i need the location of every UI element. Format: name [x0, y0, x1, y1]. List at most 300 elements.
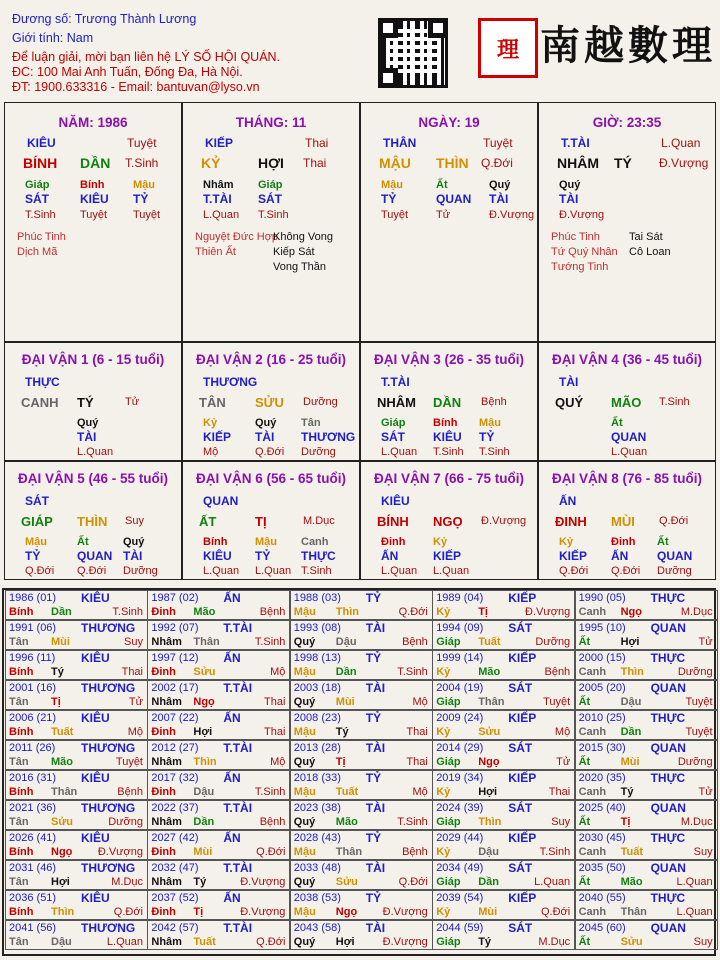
daivan-can: CANH: [21, 395, 59, 410]
hidden-stage: Dưỡng: [301, 446, 336, 458]
year-label: 2033 (48): [293, 862, 341, 874]
year-label: 2005 (20): [578, 682, 626, 694]
year-label: 2008 (23): [293, 712, 341, 724]
year-can: Quý: [293, 936, 316, 948]
year-cell: [290, 740, 433, 770]
pillar-chi: TÝ: [614, 155, 632, 171]
year-can: Kỷ: [436, 666, 451, 678]
year-stage: Thai: [263, 696, 286, 708]
year-label: 2011 (26): [9, 742, 56, 754]
year-cell: [5, 590, 148, 620]
year-stage: Thai: [548, 786, 571, 798]
year-can: Mậu: [293, 666, 316, 678]
year-can: Bính: [9, 906, 34, 918]
year-stage: T.Sinh: [112, 606, 143, 618]
year-star: THỰC: [650, 891, 686, 905]
year-star: KIẾP: [508, 891, 537, 905]
year-chi: Dậu: [335, 636, 357, 648]
year-chi: Mùi: [478, 906, 498, 918]
year-can: Canh: [578, 726, 607, 738]
year-can: Ất: [578, 936, 591, 948]
year-stage: Bệnh: [259, 816, 286, 828]
daivan-cell: [538, 461, 716, 580]
hidden-stage: L.Quan: [433, 565, 470, 577]
year-cell: [147, 800, 290, 830]
year-star: T.TÀI: [223, 861, 253, 875]
year-cell: [147, 710, 290, 740]
year-can: Nhâm: [151, 636, 182, 648]
annual-table: [2, 588, 716, 956]
shensha-star: Tướng Tinh: [551, 261, 609, 273]
year-can: Đinh: [151, 786, 176, 798]
year-can: Bính: [9, 726, 34, 738]
year-stage: Suy: [693, 846, 713, 858]
year-stage: Đ.Vượng: [525, 606, 571, 618]
pillar-chi: DẦN: [80, 155, 111, 171]
year-label: 2006 (21): [9, 712, 57, 724]
year-stage: Thai: [406, 726, 428, 738]
year-star: KIẾP: [508, 771, 537, 785]
year-stage: Suy: [693, 936, 713, 948]
hidden-star: ẤN: [611, 549, 629, 563]
hidden-star: SÁT: [25, 192, 49, 206]
year-label: 2028 (43): [293, 832, 341, 844]
hidden-can: Đinh: [611, 536, 636, 548]
year-stage: Suy: [124, 636, 143, 648]
shensha-star: Thiên Ất: [195, 246, 236, 258]
hidden-star: T.TÀI: [203, 192, 232, 206]
year-can: Giáp: [436, 816, 461, 828]
year-cell: [5, 920, 148, 950]
year-star: TÀI: [365, 921, 386, 935]
year-label: 2010 (25): [578, 712, 626, 724]
daivan-stage: Dưỡng: [303, 396, 338, 408]
hidden-can: Quý: [77, 417, 99, 429]
year-chi: Tý: [51, 666, 64, 678]
year-label: 2013 (28): [293, 742, 341, 754]
year-label: 2007 (22): [151, 712, 199, 724]
year-chi: Thìn: [51, 906, 75, 918]
year-chi: Mùi: [51, 636, 70, 648]
year-cell: [290, 800, 433, 830]
year-stage: Q.Đới: [398, 606, 428, 618]
year-chi: Tuất: [478, 636, 501, 648]
year-star: QUAN: [650, 681, 686, 695]
year-stage: T.Sinh: [254, 786, 286, 798]
daivan-top-star: THỰC: [25, 375, 60, 389]
year-cell: [575, 680, 718, 710]
year-can: Đinh: [151, 606, 176, 618]
year-label: 2016 (31): [9, 772, 57, 784]
year-can: Nhâm: [151, 696, 182, 708]
hidden-can: Bính: [80, 179, 105, 191]
shensha-star: Kiếp Sát: [273, 246, 315, 258]
year-cell: [432, 680, 575, 710]
year-chi: Mùi: [620, 756, 640, 768]
year-cell: [290, 680, 433, 710]
year-star: KIÊU: [81, 771, 110, 785]
year-stage: Đ.Vượng: [97, 846, 143, 858]
shensha-star: Cô Loan: [629, 246, 671, 258]
year-can: Bính: [9, 846, 34, 858]
year-chi: Hợi: [478, 786, 498, 798]
address: ĐC: 100 Mai Anh Tuấn, Đống Đa, Hà Nội.: [12, 65, 243, 79]
year-cell: [147, 890, 290, 920]
year-can: Bính: [9, 606, 34, 618]
year-can: Canh: [578, 906, 607, 918]
pillar-top-stage: Tuyệt: [127, 136, 157, 150]
qr-code: [378, 18, 448, 88]
hidden-stage: T.Sinh: [258, 209, 289, 221]
year-stage: Suy: [551, 816, 571, 828]
year-chi: Tuất: [335, 786, 359, 798]
daivan-stage: Đ.Vượng: [481, 515, 527, 527]
hidden-star: KIÊU: [203, 549, 232, 563]
year-star: T.TÀI: [223, 921, 253, 935]
year-can: Kỷ: [436, 906, 451, 918]
shensha-star: Phúc Tinh: [17, 231, 66, 243]
year-label: 2034 (49): [436, 862, 484, 874]
year-star: KIẾP: [508, 651, 537, 665]
year-can: Nhâm: [151, 936, 182, 948]
year-chi: Sửu: [193, 666, 216, 678]
year-can: Kỷ: [436, 606, 451, 618]
year-can: Canh: [578, 606, 607, 618]
year-stage: Tử: [128, 696, 143, 708]
hidden-star: TÀI: [255, 430, 275, 444]
year-label: 2031 (46): [9, 862, 57, 874]
year-chi: Dậu: [478, 846, 499, 858]
year-star: ẤN: [223, 591, 241, 605]
year-label: 2001 (16): [9, 682, 57, 694]
pillar-chi-stage: Q.Đới: [481, 156, 513, 170]
year-chi: Ngọ: [335, 906, 358, 918]
daivan-top-star: TÀI: [559, 375, 579, 389]
year-can: Mậu: [293, 606, 316, 618]
daivan-stage: Q.Đới: [659, 515, 689, 527]
year-chi: Mùi: [193, 846, 213, 858]
daivan-can: QUÝ: [555, 395, 584, 410]
year-cell: [575, 590, 718, 620]
hidden-star: TÀI: [77, 430, 97, 444]
year-chi: Tý: [620, 786, 634, 798]
year-chi: Thìn: [335, 606, 360, 618]
hidden-can: Kỷ: [203, 417, 218, 429]
year-can: Giáp: [436, 876, 461, 888]
year-stage: Q.Đới: [540, 906, 571, 918]
year-stage: Mộ: [554, 726, 571, 738]
year-label: 2041 (56): [9, 922, 57, 934]
year-chi: Tuất: [51, 726, 74, 738]
pillar-top-star: KIẾP: [205, 136, 234, 150]
year-star: TÀI: [365, 861, 386, 875]
daivan-cell: [182, 342, 360, 461]
year-cell: [290, 830, 433, 860]
year-cell: [5, 620, 148, 650]
year-stage: Tử: [698, 636, 713, 648]
daivan-chi: TỊ: [255, 514, 267, 529]
year-stage: M.Dục: [680, 606, 713, 618]
year-star: T.TÀI: [223, 681, 253, 695]
daivan-top-star: THƯƠNG: [203, 375, 258, 389]
year-star: KIẾP: [508, 591, 537, 605]
daivan-chi: NGỌ: [433, 514, 463, 529]
year-cell: [575, 740, 718, 770]
year-can: Ất: [578, 636, 591, 648]
hidden-can: Mậu: [479, 417, 501, 429]
daivan-chi: MÃO: [611, 395, 642, 410]
year-stage: Tuyệt: [685, 696, 713, 708]
owner-name: Đương số: Trương Thành Lương: [12, 12, 197, 26]
daivan-top-star: KIÊU: [381, 494, 410, 508]
daivan-title: ĐẠI VẬN 3 (26 - 35 tuổi): [373, 352, 525, 367]
year-cell: [290, 590, 433, 620]
year-can: Kỷ: [436, 786, 451, 798]
year-cell: [147, 620, 290, 650]
year-stage: T.Sinh: [539, 846, 571, 858]
hidden-star: THƯƠNG: [301, 430, 356, 444]
year-cell: [147, 860, 290, 890]
hidden-can: Giáp: [25, 179, 50, 191]
year-star: TÀI: [365, 681, 386, 695]
year-chi: Tị: [51, 696, 61, 708]
pillar-top-star: T.TÀI: [561, 136, 590, 150]
year-stage: L.Quan: [106, 936, 143, 948]
year-star: KIẾP: [508, 831, 537, 845]
year-star: ẤN: [223, 771, 241, 785]
year-cell: [575, 770, 718, 800]
year-stage: Đ.Vượng: [240, 876, 286, 888]
year-can: Tân: [9, 876, 29, 888]
year-label: 1999 (14): [436, 652, 484, 664]
year-label: 1992 (07): [151, 622, 199, 634]
year-chi: Mùi: [335, 696, 355, 708]
year-star: QUAN: [650, 741, 686, 755]
shensha-star: Tứ Quý Nhân: [551, 246, 618, 258]
year-label: 1997 (12): [151, 652, 199, 664]
hidden-can: Quý: [123, 536, 145, 548]
year-label: 2044 (59): [436, 922, 484, 934]
daivan-title: ĐẠI VẬN 5 (46 - 55 tuổi): [17, 471, 169, 486]
year-can: Quý: [293, 636, 316, 648]
brand-logo: 南越數理: [540, 22, 716, 69]
year-cell: [5, 830, 148, 860]
pillar-title: GIỜ: 23:35: [592, 115, 662, 130]
year-stage: Bệnh: [544, 666, 571, 678]
year-chi: Tị: [193, 906, 204, 918]
hidden-star: KIÊU: [433, 430, 462, 444]
hidden-can: Ất: [77, 536, 89, 548]
daivan-title: ĐẠI VẬN 8 (76 - 85 tuổi): [551, 471, 703, 486]
year-cell: [432, 590, 575, 620]
year-label: 2038 (53): [293, 892, 341, 904]
year-can: Bính: [9, 786, 34, 798]
year-stage: Tử: [698, 786, 713, 798]
year-chi: Mão: [478, 666, 501, 678]
daivan-title: ĐẠI VẬN 2 (16 - 25 tuổi): [195, 352, 347, 367]
year-cell: [432, 620, 575, 650]
year-star: QUAN: [650, 921, 686, 935]
hidden-stage: L.Quan: [381, 446, 418, 458]
year-stage: Dưỡng: [108, 816, 143, 828]
year-cell: [575, 890, 718, 920]
hidden-can: Ất: [657, 536, 669, 548]
hidden-stage: Tuyệt: [80, 209, 108, 221]
year-stage: Tử: [556, 756, 571, 768]
pillar-top-star: KIÊU: [27, 136, 56, 150]
year-cell: [432, 800, 575, 830]
year-can: Đinh: [151, 726, 176, 738]
daivan-chi: DẦN: [433, 395, 462, 410]
year-cell: [147, 650, 290, 680]
year-label: 2023 (38): [293, 802, 341, 814]
year-label: 2040 (55): [578, 892, 626, 904]
pillar-cell: [4, 102, 182, 342]
year-star: KIẾP: [508, 711, 537, 725]
year-can: Tân: [9, 756, 29, 768]
hidden-star: SÁT: [258, 192, 282, 206]
year-can: Giáp: [436, 696, 461, 708]
year-can: Tân: [9, 636, 29, 648]
year-label: 1987 (02): [151, 592, 199, 604]
year-star: SÁT: [508, 861, 533, 875]
year-chi: Dần: [478, 876, 499, 888]
year-label: 1986 (01): [9, 592, 57, 604]
year-stage: Q.Đới: [256, 846, 286, 858]
daivan-chi: MÙI: [611, 514, 635, 529]
daivan-title: ĐẠI VẬN 1 (6 - 15 tuổi): [21, 352, 165, 367]
hidden-can: Ất: [611, 417, 623, 429]
year-star: THƯƠNG: [81, 741, 136, 755]
year-stage: M.Dục: [538, 936, 571, 948]
year-star: KIÊU: [81, 891, 110, 905]
hidden-star: TỶ: [381, 192, 397, 206]
hidden-star: TÀI: [559, 192, 579, 206]
year-chi: Thân: [335, 846, 363, 858]
year-can: Kỷ: [436, 846, 451, 858]
year-label: 2024 (39): [436, 802, 484, 814]
year-star: THƯƠNG: [81, 801, 136, 815]
year-star: TỶ: [365, 591, 382, 605]
hidden-can: Giáp: [258, 179, 283, 191]
hidden-star: TÀI: [489, 192, 509, 206]
year-stage: Q.Đới: [398, 876, 428, 888]
year-cell: [575, 920, 718, 950]
year-cell: [290, 890, 433, 920]
year-can: Ất: [578, 816, 591, 828]
year-cell: [5, 740, 148, 770]
year-can: Tân: [9, 936, 29, 948]
year-can: Đinh: [151, 666, 176, 678]
pillar-top-stage: Thai: [305, 136, 329, 150]
year-star: THƯƠNG: [81, 861, 136, 875]
year-chi: Sửu: [335, 876, 358, 888]
year-label: 2015 (30): [578, 742, 626, 754]
year-cell: [575, 800, 718, 830]
year-cell: [432, 710, 575, 740]
year-chi: Tý: [193, 876, 207, 888]
year-label: 2026 (41): [9, 832, 57, 844]
year-star: T.TÀI: [223, 801, 253, 815]
pillar-top-star: THÂN: [383, 136, 417, 150]
pillar-chi-stage: Đ.Vượng: [659, 156, 709, 170]
year-label: 2019 (34): [436, 772, 484, 784]
daivan-chi: TÝ: [77, 395, 94, 410]
hidden-star: TÀI: [123, 549, 143, 563]
year-cell: [575, 650, 718, 680]
year-star: TÀI: [365, 741, 386, 755]
year-can: Canh: [578, 786, 607, 798]
year-label: 2025 (40): [578, 802, 626, 814]
year-star: TÀI: [365, 621, 386, 635]
year-cell: [290, 860, 433, 890]
year-stage: Mộ: [270, 666, 286, 678]
year-can: Giáp: [436, 936, 461, 948]
year-star: TỶ: [365, 831, 382, 845]
year-label: 2036 (51): [9, 892, 57, 904]
daivan-can: NHÂM: [377, 395, 416, 410]
year-chi: Sửu: [620, 936, 643, 948]
daivan-can: ẤT: [199, 514, 217, 529]
year-star: T.TÀI: [223, 741, 253, 755]
year-can: Bính: [9, 666, 34, 678]
daivan-top-star: T.TÀI: [381, 375, 410, 389]
year-star: ẤN: [223, 711, 241, 725]
daivan-cell: [360, 461, 538, 580]
year-cell: [432, 830, 575, 860]
hidden-can: Đinh: [381, 536, 406, 548]
year-star: THƯƠNG: [81, 921, 136, 935]
year-label: 2018 (33): [293, 772, 341, 784]
hidden-can: Tân: [301, 417, 321, 429]
red-seal-logo: 理: [478, 18, 538, 78]
year-chi: Dậu: [620, 696, 642, 708]
daivan-can: BÍNH: [377, 514, 409, 529]
year-label: 1988 (03): [293, 592, 341, 604]
pillar-title: NĂM: 1986: [58, 115, 128, 130]
year-chi: Dần: [620, 726, 642, 738]
year-stage: Thai: [406, 756, 428, 768]
year-label: 2014 (29): [436, 742, 484, 754]
daivan-stage: Tử: [125, 396, 140, 408]
year-label: 2003 (18): [293, 682, 341, 694]
year-chi: Tý: [335, 726, 349, 738]
year-cell: [575, 860, 718, 890]
shensha-star: Tai Sát: [629, 231, 663, 243]
year-label: 2032 (47): [151, 862, 199, 874]
pillar-chi-stage: T.Sinh: [125, 156, 159, 170]
year-stage: Mộ: [270, 756, 286, 768]
hidden-stage: L.Quan: [381, 565, 418, 577]
daivan-stage: Suy: [125, 515, 144, 527]
year-stage: Q.Đới: [256, 936, 286, 948]
hidden-star: QUAN: [657, 549, 693, 563]
hidden-can: Bính: [203, 536, 228, 548]
year-chi: Dậu: [51, 936, 72, 948]
year-label: 2009 (24): [436, 712, 484, 724]
year-stage: Mộ: [412, 696, 428, 708]
hidden-stage: L.Quan: [611, 446, 648, 458]
year-label: 2022 (37): [151, 802, 199, 814]
year-stage: L.Quan: [676, 906, 713, 918]
hidden-can: Quý: [559, 179, 581, 191]
year-star: SÁT: [508, 681, 533, 695]
year-stage: L.Quan: [676, 876, 713, 888]
year-label: 1998 (13): [293, 652, 341, 664]
year-chi: Sửu: [478, 726, 501, 738]
year-chi: Hợi: [620, 636, 640, 648]
year-star: SÁT: [508, 921, 533, 935]
